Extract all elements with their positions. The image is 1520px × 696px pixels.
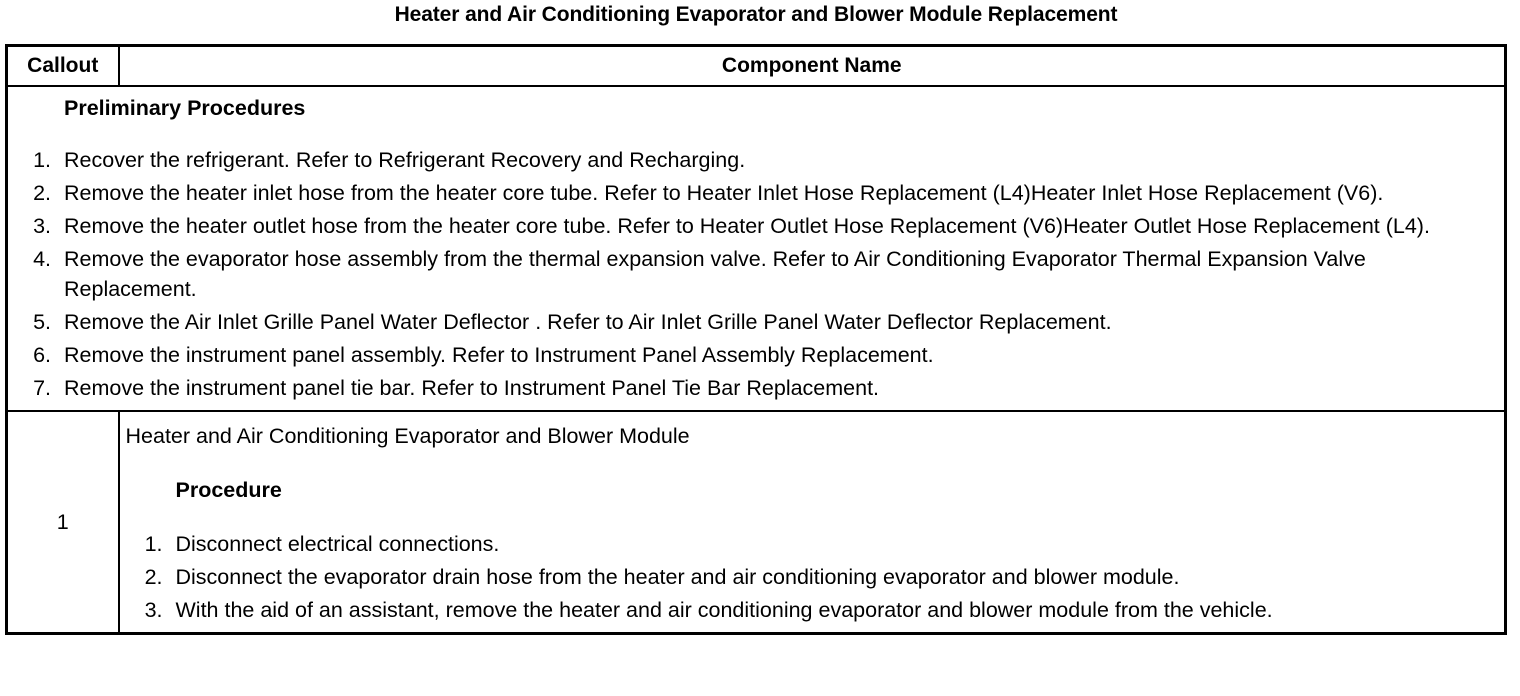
preliminary-row bbox=[7, 86, 1506, 411]
component-name-header: Component Name bbox=[119, 46, 1506, 87]
step-text: Remove the heater outlet hose from the heater core tube. Refer to Heater Outlet Hose Replacement (V6)Heater Outlet Hose Replacement (L4). bbox=[64, 214, 1430, 238]
procedure-steps-list bbox=[126, 529, 1505, 625]
step-text: Remove the instrument panel assembly. Refer to Instrument Panel Assembly Replacement. bbox=[64, 343, 934, 367]
step-text: Remove the instrument panel tie bar. Refer to Instrument Panel Tie Bar Replacement. bbox=[64, 376, 880, 400]
step-text: Disconnect the evaporator drain hose from the heater and air conditioning evaporator and blower module. bbox=[175, 565, 1180, 589]
callout-number: 1 bbox=[7, 411, 119, 634]
preliminary-procedures-cell bbox=[7, 86, 1506, 411]
step-number: 4. bbox=[33, 247, 51, 271]
step-number: 2. bbox=[33, 181, 51, 205]
callout-header: Callout bbox=[7, 46, 119, 87]
step-number: 2. bbox=[144, 565, 163, 589]
component-name: Heater and Air Conditioning Evaporator and Blower Module bbox=[125, 424, 690, 448]
list-item bbox=[8, 244, 1504, 304]
list-item bbox=[8, 307, 1504, 337]
preliminary-procedures-heading: Preliminary Procedures bbox=[64, 96, 306, 120]
step-number: 3. bbox=[144, 598, 163, 622]
step-number: 7. bbox=[33, 376, 51, 400]
procedure-table bbox=[5, 44, 1507, 635]
list-item bbox=[8, 340, 1504, 370]
step-number: 1. bbox=[33, 148, 51, 172]
list-item bbox=[8, 211, 1504, 241]
preliminary-steps-list bbox=[8, 145, 1504, 403]
component-cell bbox=[119, 411, 1506, 634]
step-text: Remove the heater inlet hose from the heater core tube. Refer to Heater Inlet Hose Replacement (L4)Heater Inlet Hose Replacement (V6). bbox=[64, 181, 1384, 205]
step-text: Recover the refrigerant. Refer to Refrigerant Recovery and Recharging. bbox=[64, 148, 746, 172]
list-item bbox=[126, 529, 1505, 559]
step-text: Disconnect electrical connections. bbox=[175, 532, 500, 556]
list-item bbox=[8, 373, 1504, 403]
step-number: 1. bbox=[144, 532, 163, 556]
list-item bbox=[8, 145, 1504, 175]
header-row bbox=[7, 46, 1506, 87]
list-item bbox=[8, 178, 1504, 208]
step-text: Remove the evaporator hose assembly from the thermal expansion valve. Refer to Air Conditioning Evaporator Thermal Expansion Valve Replacement. bbox=[64, 247, 1366, 301]
list-item bbox=[126, 562, 1505, 592]
step-number: 3. bbox=[33, 214, 51, 238]
step-text: Remove the Air Inlet Grille Panel Water Deflector . Refer to Air Inlet Grille Panel Water Deflector Replacement. bbox=[64, 310, 1112, 334]
table-row bbox=[7, 411, 1506, 634]
document-title: Heater and Air Conditioning Evaporator and Blower Module Replacement bbox=[394, 3, 1118, 26]
list-item bbox=[126, 595, 1505, 625]
step-text: With the aid of an assistant, remove the heater and air conditioning evaporator and blower module from the vehicle. bbox=[175, 598, 1273, 622]
procedure-heading: Procedure bbox=[175, 478, 282, 502]
step-number: 6. bbox=[33, 343, 51, 367]
step-number: 5. bbox=[33, 310, 51, 334]
